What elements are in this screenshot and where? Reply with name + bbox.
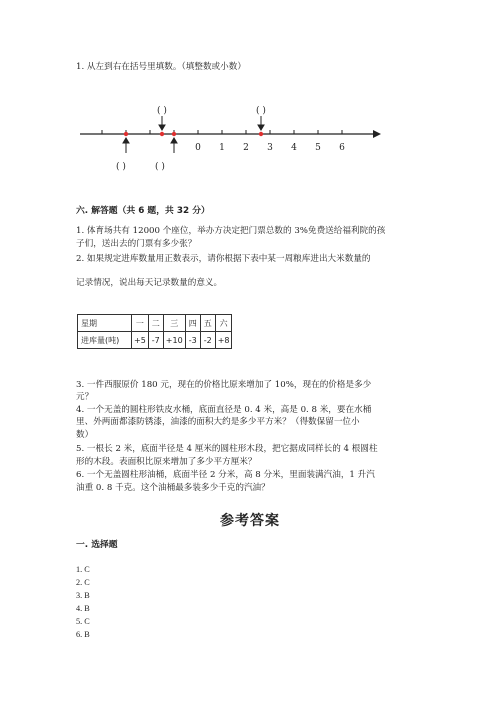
problem-4-line-3: 数） [76, 430, 94, 440]
tick-label-4: 4 [291, 143, 297, 153]
number-line-point-a [124, 132, 128, 136]
number-line-arrowhead [373, 130, 381, 138]
tick-label-1: 1 [219, 143, 225, 153]
table-cell: 五 [200, 315, 215, 332]
number-line-point-b [160, 132, 164, 136]
number-line-point-c [172, 132, 176, 136]
problem-3-line-1: 3. 一件西服原价 180 元，现在的价格比原来增加了 10%，现在的价格是多少 [76, 380, 372, 390]
tick-label-3: 3 [267, 143, 273, 153]
tick-label-6: 6 [339, 143, 345, 153]
arrow-up-a-head [123, 138, 129, 143]
table-cell: +8 [215, 332, 232, 349]
table-row [78, 315, 232, 332]
list-item: 6. B [76, 630, 90, 639]
tick-label-0: 0 [195, 143, 201, 153]
problem-5-line-2: 形的木段。表面积比原来增加了多少平方厘米？ [76, 457, 257, 467]
answers-section-heading: 一. 选择题 [76, 540, 118, 550]
answer-blank-bottom-2: ( ) [155, 162, 165, 172]
list-item: 2. C [76, 578, 90, 587]
table-row [78, 332, 232, 349]
problem-1-line-2: 子们，送出去的门票有多少张？ [76, 239, 197, 249]
table-cell: 六 [215, 315, 232, 332]
grain-table [77, 314, 232, 349]
list-item: 3. B [76, 591, 90, 600]
table-header-label: 星期 [78, 315, 132, 332]
number-line-point-d [259, 132, 263, 136]
answer-blank-top-2: ( ) [256, 106, 266, 116]
problem-6-line-2: 油重 0. 8 千克。这个油桶最多装多少千克的汽油？ [76, 483, 270, 493]
list-item: 5. C [76, 617, 90, 626]
table-cell: -2 [200, 332, 215, 349]
problem-2-line-1: 2. 如果规定进库数量用正数表示，请你根据下表中某一周粮库进出大米数量的 [76, 254, 371, 264]
list-item: 4. B [76, 604, 90, 613]
answers-title: 参考答案 [220, 513, 280, 529]
problem-3-line-2: 元？ [76, 392, 94, 402]
table-cell: +10 [163, 332, 185, 349]
problem-5-line-1: 5. 一根长 2 米，底面半径是 4 厘米的圆柱形木段，把它据成同样长的 4 根圆柱 [76, 444, 378, 454]
number-line-ticks [102, 130, 342, 134]
answers-list [76, 563, 90, 641]
table-row-label: 进库量(吨) [78, 332, 132, 349]
answer-blank-top-1: ( ) [157, 106, 167, 116]
table-cell: 四 [185, 315, 200, 332]
table-cell: 一 [132, 315, 149, 332]
table-cell: -7 [148, 332, 163, 349]
tick-label-5: 5 [315, 143, 321, 153]
table-cell: -3 [185, 332, 200, 349]
section-6-heading: 六. 解答题（共 6 题，共 32 分） [76, 206, 210, 216]
table-cell: +5 [132, 332, 149, 349]
answer-blank-bottom-1: ( ) [116, 162, 126, 172]
problem-6-line-1: 6. 一个无盖圆柱形油桶，底面半径 2 分米，高 8 分米，里面装满汽油，1 升汽 [76, 470, 375, 480]
arrow-up-c-head [171, 138, 177, 143]
problem-4-line-2: 里、外两面都漆防锈漆，油漆的面积大约是多少平方米？（得数保留一位小 [76, 417, 360, 427]
problem-2-line-2: 记录情况，说出每天记录数量的意义。 [76, 278, 223, 288]
problem-1-line-1: 1. 体育场共有 12000 个座位，举办方决定把门票总数的 3%免费送给福利院的孩 [76, 226, 386, 236]
tick-label-2: 2 [243, 143, 249, 153]
table-cell: 二 [148, 315, 163, 332]
problem-4-line-1: 4. 一个无盖的圆柱形铁皮水桶，底面直径是 0. 4 米，高是 0. 8 米，要在水桶 [76, 405, 372, 415]
table-cell: 三 [163, 315, 185, 332]
question-1-prompt: 1. 从左到右在括号里填数。（填整数或小数） [76, 62, 246, 72]
number-line [75, 96, 385, 176]
list-item: 1. C [76, 565, 90, 574]
arrow-down-d-head [258, 125, 264, 130]
arrow-down-b-head [159, 125, 165, 130]
